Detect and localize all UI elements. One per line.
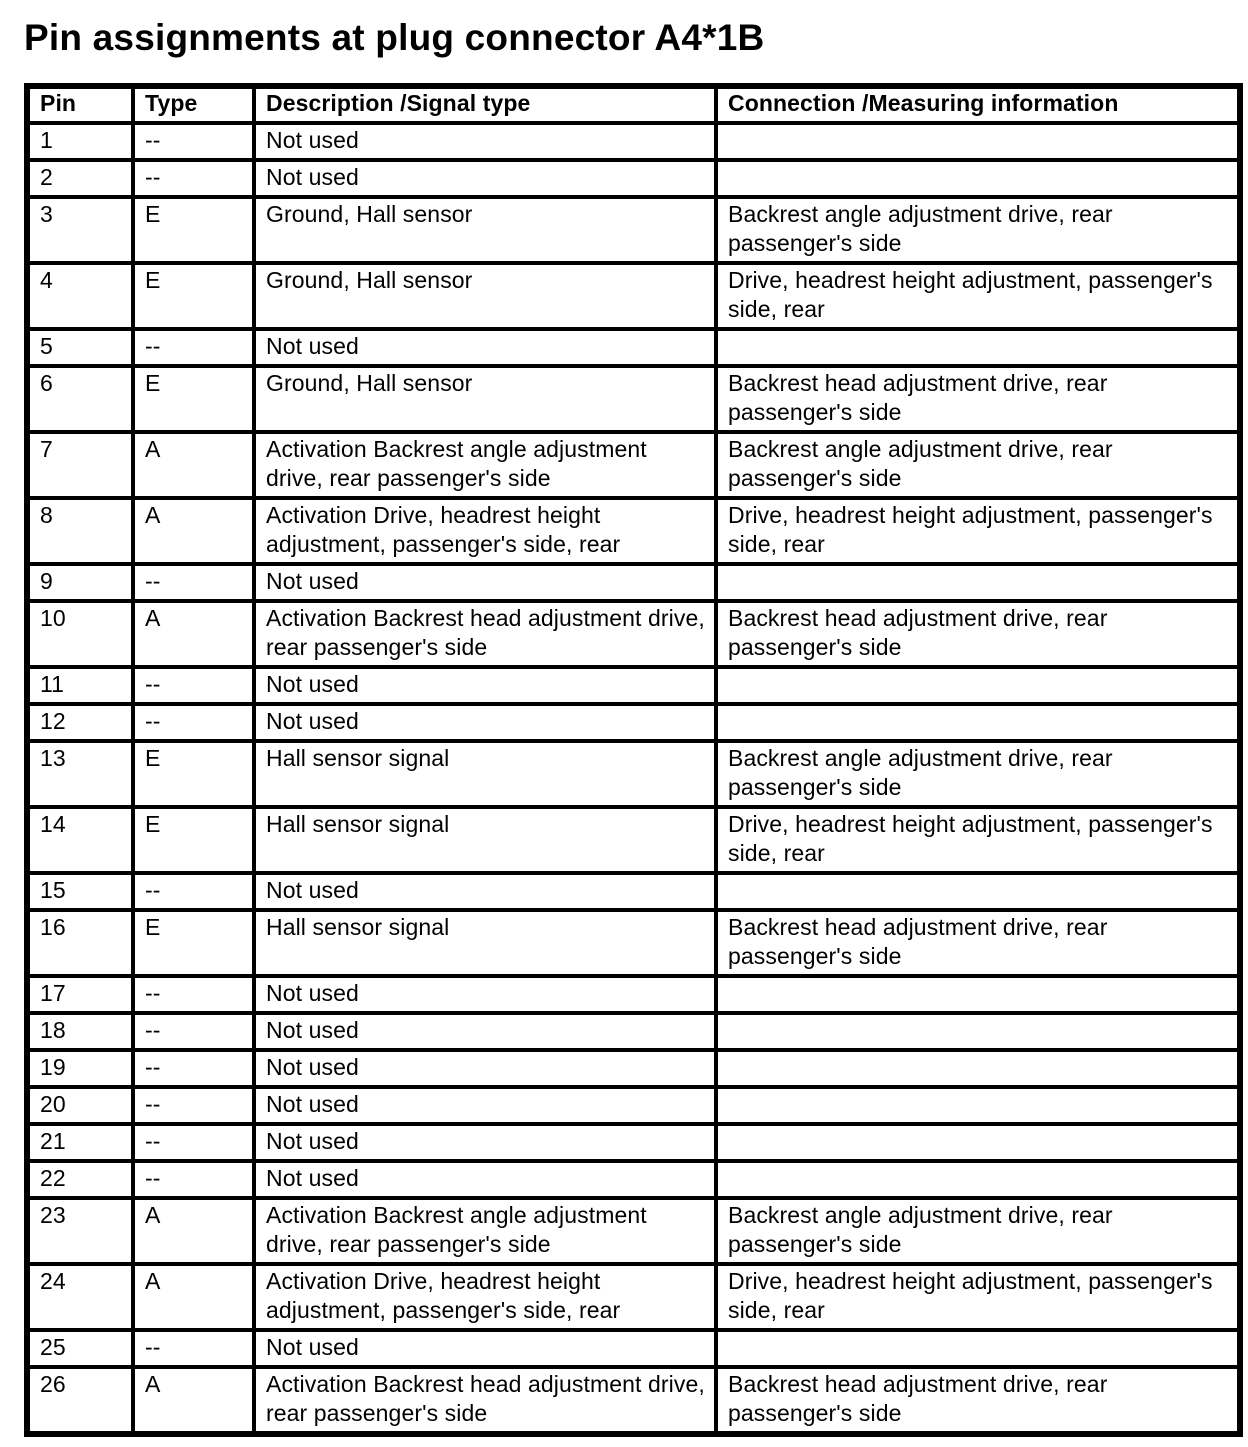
- cell-connection: [716, 123, 1240, 160]
- cell-description: Not used: [254, 1330, 716, 1367]
- cell-pin: 11: [27, 667, 133, 704]
- cell-connection: Backrest angle adjustment drive, rear passenger's side: [716, 197, 1240, 263]
- cell-description: Not used: [254, 329, 716, 366]
- cell-pin: 25: [27, 1330, 133, 1367]
- cell-type: --: [133, 1050, 254, 1087]
- cell-pin: 12: [27, 704, 133, 741]
- cell-type: --: [133, 160, 254, 197]
- cell-connection: [716, 1330, 1240, 1367]
- cell-connection: Backrest angle adjustment drive, rear passenger's side: [716, 1198, 1240, 1264]
- cell-connection: [716, 704, 1240, 741]
- cell-type: E: [133, 807, 254, 873]
- table-row: [27, 1367, 1240, 1434]
- cell-type: A: [133, 498, 254, 564]
- cell-connection: [716, 564, 1240, 601]
- cell-description: Not used: [254, 873, 716, 910]
- table-row: [27, 160, 1240, 197]
- cell-description: Activation Backrest angle adjustment drive, rear passenger's side: [254, 1198, 716, 1264]
- cell-type: E: [133, 910, 254, 976]
- cell-connection: [716, 1050, 1240, 1087]
- cell-pin: 26: [27, 1367, 133, 1434]
- cell-description: Activation Drive, headrest height adjustment, passenger's side, rear: [254, 1264, 716, 1330]
- table-row: [27, 1198, 1240, 1264]
- cell-type: --: [133, 564, 254, 601]
- cell-pin: 7: [27, 432, 133, 498]
- cell-type: --: [133, 123, 254, 160]
- cell-type: E: [133, 263, 254, 329]
- column-header-pin: Pin: [27, 86, 133, 123]
- table-row: [27, 197, 1240, 263]
- table-row: [27, 1087, 1240, 1124]
- table-row: [27, 1050, 1240, 1087]
- column-header-description: Description /Signal type: [254, 86, 716, 123]
- cell-pin: 1: [27, 123, 133, 160]
- cell-connection: [716, 1124, 1240, 1161]
- cell-connection: [716, 160, 1240, 197]
- cell-pin: 17: [27, 976, 133, 1013]
- cell-pin: 4: [27, 263, 133, 329]
- cell-description: Activation Drive, headrest height adjustment, passenger's side, rear: [254, 498, 716, 564]
- table-row: [27, 910, 1240, 976]
- cell-description: Not used: [254, 1050, 716, 1087]
- cell-pin: 10: [27, 601, 133, 667]
- cell-connection: [716, 329, 1240, 366]
- column-header-type: Type: [133, 86, 254, 123]
- cell-type: E: [133, 197, 254, 263]
- cell-type: A: [133, 1367, 254, 1434]
- cell-description: Not used: [254, 667, 716, 704]
- cell-pin: 3: [27, 197, 133, 263]
- table-header-row: [27, 86, 1240, 123]
- cell-connection: Drive, headrest height adjustment, passenger's side, rear: [716, 807, 1240, 873]
- cell-pin: 22: [27, 1161, 133, 1198]
- cell-pin: 8: [27, 498, 133, 564]
- table-row: [27, 1330, 1240, 1367]
- pin-table-body: [27, 123, 1240, 1434]
- table-row: [27, 498, 1240, 564]
- table-row: [27, 873, 1240, 910]
- cell-type: --: [133, 976, 254, 1013]
- table-row: [27, 976, 1240, 1013]
- table-row: [27, 329, 1240, 366]
- table-row: [27, 704, 1240, 741]
- cell-description: Hall sensor signal: [254, 910, 716, 976]
- column-header-connection: Connection /Measuring information: [716, 86, 1240, 123]
- page-title: Pin assignments at plug connector A4*1B: [24, 17, 765, 58]
- cell-connection: Backrest head adjustment drive, rear passenger's side: [716, 1367, 1240, 1434]
- cell-type: A: [133, 1264, 254, 1330]
- cell-connection: [716, 667, 1240, 704]
- table-row: [27, 1161, 1240, 1198]
- table-row: [27, 1124, 1240, 1161]
- cell-pin: 23: [27, 1198, 133, 1264]
- cell-description: Not used: [254, 123, 716, 160]
- cell-pin: 13: [27, 741, 133, 807]
- cell-pin: 20: [27, 1087, 133, 1124]
- cell-connection: Backrest angle adjustment drive, rear passenger's side: [716, 432, 1240, 498]
- cell-connection: Backrest head adjustment drive, rear passenger's side: [716, 910, 1240, 976]
- pin-assignment-table: [24, 83, 1243, 1437]
- table-row: [27, 667, 1240, 704]
- cell-type: --: [133, 1161, 254, 1198]
- cell-description: Ground, Hall sensor: [254, 197, 716, 263]
- table-row: [27, 741, 1240, 807]
- cell-connection: Drive, headrest height adjustment, passenger's side, rear: [716, 1264, 1240, 1330]
- cell-description: Not used: [254, 160, 716, 197]
- cell-description: Not used: [254, 1087, 716, 1124]
- cell-description: Ground, Hall sensor: [254, 366, 716, 432]
- cell-connection: [716, 976, 1240, 1013]
- cell-type: E: [133, 366, 254, 432]
- cell-type: --: [133, 329, 254, 366]
- cell-description: Hall sensor signal: [254, 807, 716, 873]
- cell-description: Not used: [254, 704, 716, 741]
- table-row: [27, 263, 1240, 329]
- cell-description: Ground, Hall sensor: [254, 263, 716, 329]
- cell-connection: [716, 1087, 1240, 1124]
- cell-pin: 9: [27, 564, 133, 601]
- cell-description: Activation Backrest head adjustment drive, rear passenger's side: [254, 1367, 716, 1434]
- cell-description: Activation Backrest head adjustment drive, rear passenger's side: [254, 601, 716, 667]
- cell-connection: Backrest head adjustment drive, rear passenger's side: [716, 601, 1240, 667]
- cell-connection: [716, 1013, 1240, 1050]
- cell-description: Hall sensor signal: [254, 741, 716, 807]
- cell-pin: 16: [27, 910, 133, 976]
- table-row: [27, 601, 1240, 667]
- cell-type: E: [133, 741, 254, 807]
- cell-pin: 18: [27, 1013, 133, 1050]
- cell-description: Not used: [254, 976, 716, 1013]
- cell-type: --: [133, 667, 254, 704]
- cell-pin: 14: [27, 807, 133, 873]
- table-row: [27, 366, 1240, 432]
- table-row: [27, 807, 1240, 873]
- cell-description: Not used: [254, 1161, 716, 1198]
- cell-connection: Drive, headrest height adjustment, passenger's side, rear: [716, 498, 1240, 564]
- cell-pin: 21: [27, 1124, 133, 1161]
- table-row: [27, 1264, 1240, 1330]
- cell-pin: 2: [27, 160, 133, 197]
- cell-description: Not used: [254, 564, 716, 601]
- cell-type: --: [133, 1013, 254, 1050]
- table-row: [27, 564, 1240, 601]
- cell-type: A: [133, 432, 254, 498]
- cell-type: --: [133, 1087, 254, 1124]
- cell-type: --: [133, 1124, 254, 1161]
- cell-pin: 19: [27, 1050, 133, 1087]
- cell-description: Not used: [254, 1124, 716, 1161]
- cell-description: Not used: [254, 1013, 716, 1050]
- cell-type: A: [133, 1198, 254, 1264]
- cell-connection: Drive, headrest height adjustment, passenger's side, rear: [716, 263, 1240, 329]
- cell-pin: 6: [27, 366, 133, 432]
- cell-connection: Backrest head adjustment drive, rear passenger's side: [716, 366, 1240, 432]
- cell-connection: [716, 1161, 1240, 1198]
- cell-type: A: [133, 601, 254, 667]
- cell-pin: 24: [27, 1264, 133, 1330]
- cell-description: Activation Backrest angle adjustment drive, rear passenger's side: [254, 432, 716, 498]
- cell-connection: Backrest angle adjustment drive, rear passenger's side: [716, 741, 1240, 807]
- cell-type: --: [133, 1330, 254, 1367]
- cell-connection: [716, 873, 1240, 910]
- cell-pin: 5: [27, 329, 133, 366]
- table-row: [27, 123, 1240, 160]
- table-row: [27, 1013, 1240, 1050]
- cell-type: --: [133, 873, 254, 910]
- cell-pin: 15: [27, 873, 133, 910]
- table-row: [27, 432, 1240, 498]
- cell-type: --: [133, 704, 254, 741]
